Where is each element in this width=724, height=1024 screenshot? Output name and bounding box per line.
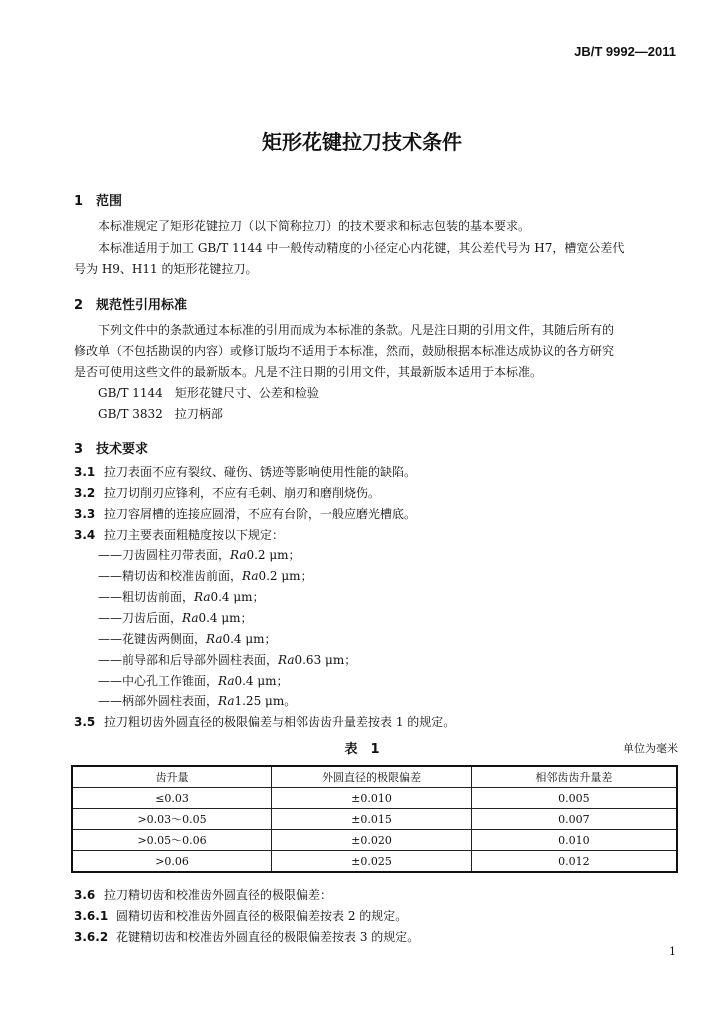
roughness-surface: ——中心孔工作锥面， [98, 674, 219, 688]
table-cell: ±0.015 [272, 809, 472, 830]
paragraph-line: 号为 H9、H11 的矩形花键拉刀。 [74, 262, 258, 276]
clause-number: 3.2 [74, 486, 96, 500]
section-title: 规范性引用标准 [96, 298, 188, 313]
clause-text: 拉刀容屑槽的连接应圆滑，不应有台阶，一般应磨光槽底。 [104, 507, 417, 521]
table-row [72, 851, 677, 873]
table-header-row [72, 766, 677, 788]
reference-title: 拉刀柄部 [174, 407, 223, 421]
roughness-surface: ——刀齿后面， [98, 611, 183, 625]
clause-number: 3.1 [74, 465, 96, 479]
column-header: 齿升量 [72, 766, 272, 788]
reference-code: GB/T 3832 [98, 407, 163, 421]
roughness-symbol: Ra [182, 611, 199, 625]
clause-text: 花键精切齿和校准齿外圆直径的极限偏差按表 3 的规定。 [116, 930, 420, 944]
clause-number: 3.4 [74, 528, 96, 542]
roughness-value: 0.2 μm； [258, 569, 313, 583]
table-cell: >0.05～0.06 [72, 830, 272, 851]
clause-3-6-1 [74, 906, 407, 926]
roughness-value: 0.4 μm； [198, 611, 253, 625]
paragraph-line: 是否可使用这些文件的最新版本。凡是不注日期的引用文件，其最新版本适用于本标准。 [74, 365, 543, 379]
clause-3-1 [74, 462, 416, 482]
roughness-value: 0.4 μm； [222, 632, 277, 646]
roughness-value: 1.25 μm。 [234, 694, 297, 708]
clause-number: 3.6 [74, 888, 96, 902]
table-cell: ±0.020 [272, 830, 472, 851]
roughness-surface: ——刀齿圆柱刃带表面， [98, 548, 231, 562]
roughness-symbol: Ra [242, 569, 259, 583]
paragraph-line: 下列文件中的条款通过本标准的引用而成为本标准的条款。凡是注日期的引用文件，其随后所有的 [98, 323, 615, 337]
clause-number: 3.3 [74, 507, 96, 521]
table-cell: >0.03～0.05 [72, 809, 272, 830]
table-row [72, 830, 677, 851]
roughness-item [98, 629, 277, 649]
table-cell: >0.06 [72, 851, 272, 873]
table-row [72, 809, 677, 830]
clause-text: 拉刀表面不应有裂纹、碰伤、锈迹等影响使用性能的缺陷。 [104, 465, 417, 479]
tolerance-table [71, 765, 678, 873]
table-cell: ≤0.03 [72, 788, 272, 809]
section-title: 范围 [96, 194, 123, 209]
paragraph-line: 本标准适用于加工 GB/T 1144 中一般传动精度的小径定心内花键，其公差代号为 H7，槽宽公差代 [98, 241, 625, 255]
section-3-heading [74, 438, 148, 457]
clause-3-4 [74, 525, 284, 545]
roughness-item [98, 566, 313, 586]
table-cell: 0.005 [471, 788, 677, 809]
roughness-surface: ——粗切齿前面， [98, 590, 195, 604]
roughness-surface: ——精切齿和校准齿前面， [98, 569, 243, 583]
clause-3-2 [74, 483, 380, 503]
clause-text: 圆精切齿和校准齿外圆直径的极限偏差按表 2 的规定。 [116, 909, 408, 923]
roughness-surface: ——花键齿两侧面， [98, 632, 207, 646]
clause-text: 拉刀切削刃应锋利，不应有毛刺、崩刃和磨削烧伤。 [104, 486, 381, 500]
roughness-surface: ——柄部外圆柱表面， [98, 694, 219, 708]
table-cell: ±0.025 [272, 851, 472, 873]
roughness-item [98, 650, 356, 670]
reference-item [98, 383, 319, 403]
column-header: 外圆直径的极限偏差 [272, 766, 472, 788]
roughness-symbol: Ra [194, 590, 211, 604]
roughness-value: 0.2 μm； [246, 548, 301, 562]
clause-number: 3.5 [74, 715, 96, 729]
clause-3-6-2 [74, 927, 419, 947]
table-row [72, 788, 677, 809]
paragraph-line: 本标准规定了矩形花键拉刀（以下简称拉刀）的技术要求和标志包装的基本要求。 [98, 219, 531, 233]
clause-3-3 [74, 504, 416, 524]
roughness-symbol: Ra [278, 653, 295, 667]
table-cell: 0.007 [471, 809, 677, 830]
clause-text: 拉刀精切齿和校准齿外圆直径的极限偏差： [104, 888, 333, 902]
page-number: 1 [669, 945, 676, 958]
roughness-symbol: Ra [206, 632, 223, 646]
section-2-heading [74, 294, 187, 313]
standard-number: JB/T 9992—2011 [574, 44, 676, 59]
clause-3-6 [74, 885, 332, 905]
paragraph-line: 修改单（不包括勘误的内容）或修订版均不适用于本标准，然而，鼓励根据本标准达成协议的各方研究 [74, 344, 615, 358]
roughness-surface: ——前导部和后导部外圆柱表面， [98, 653, 279, 667]
table-cell: 0.010 [471, 830, 677, 851]
section-number: 2 [74, 298, 84, 313]
clause-text: 拉刀粗切齿外圆直径的极限偏差与相邻齿齿升量差按表 1 的规定。 [104, 715, 456, 729]
column-header: 相邻齿齿升量差 [471, 766, 677, 788]
roughness-value: 0.4 μm； [234, 674, 289, 688]
reference-title: 矩形花键尺寸、公差和检验 [174, 386, 319, 400]
roughness-value: 0.63 μm； [294, 653, 357, 667]
roughness-symbol: Ra [218, 674, 235, 688]
roughness-symbol: Ra [218, 694, 235, 708]
clause-number: 3.6.2 [74, 930, 109, 944]
section-title: 技术要求 [96, 442, 149, 457]
roughness-item [98, 587, 265, 607]
page-title: 矩形花键拉刀技术条件 [262, 130, 462, 154]
roughness-item [98, 671, 289, 691]
section-1-heading [74, 190, 122, 209]
roughness-value: 0.4 μm； [210, 590, 265, 604]
table-cell: ±0.010 [272, 788, 472, 809]
roughness-symbol: Ra [230, 548, 247, 562]
roughness-item [98, 545, 301, 565]
roughness-item [98, 691, 296, 711]
clause-3-5 [74, 712, 455, 732]
section-number: 1 [74, 194, 84, 209]
table-cell: 0.012 [471, 851, 677, 873]
reference-code: GB/T 1144 [98, 386, 163, 400]
reference-item [98, 404, 223, 424]
clause-number: 3.6.1 [74, 909, 109, 923]
clause-text: 拉刀主要表面粗糙度按以下规定： [104, 528, 285, 542]
section-number: 3 [74, 442, 84, 457]
roughness-item [98, 608, 253, 628]
table-unit: 单位为毫米 [623, 742, 678, 755]
table-caption: 表 1 [344, 742, 380, 757]
